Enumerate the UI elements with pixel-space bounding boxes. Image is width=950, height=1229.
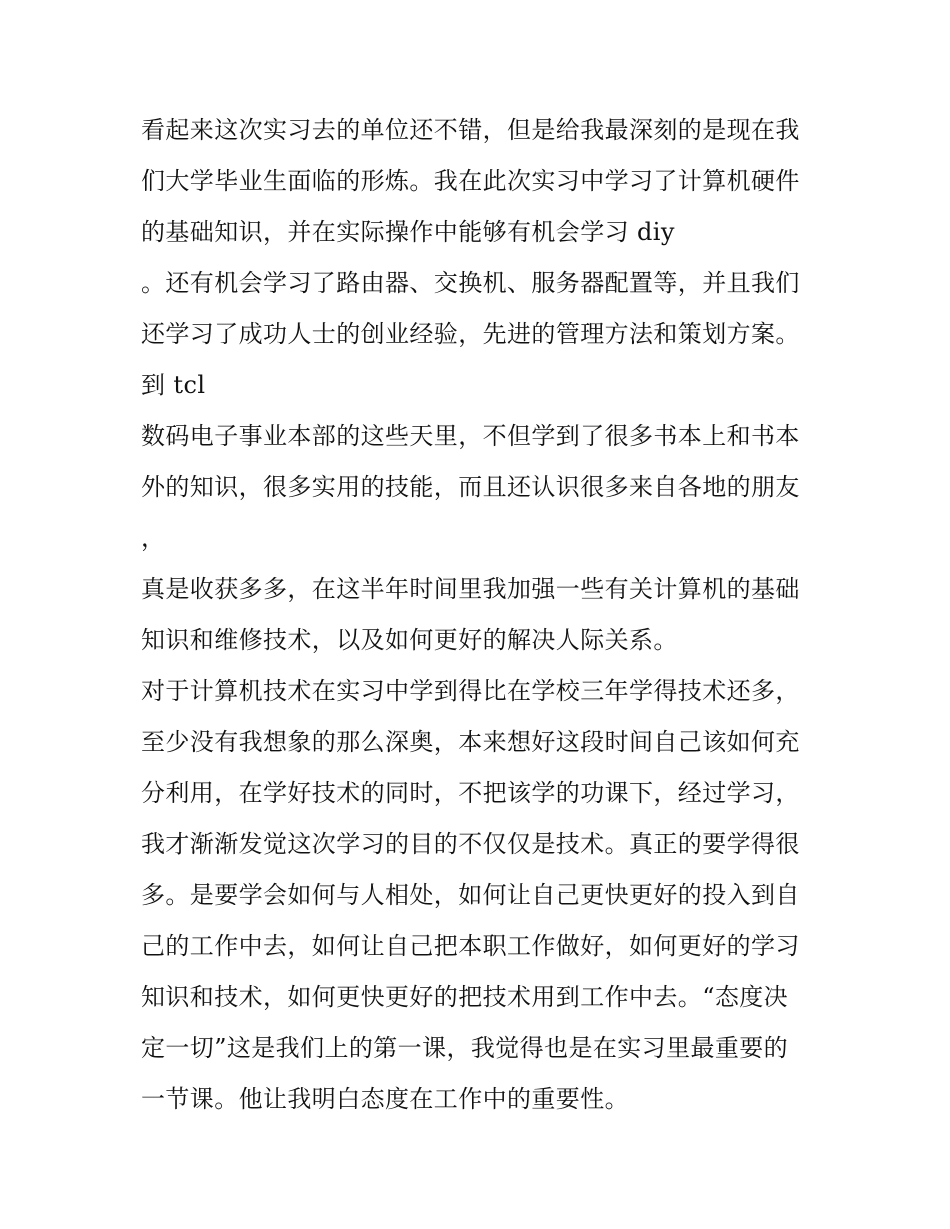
text-line: 对于计算机技术在实习中学到得比在学校三年学得技术还多， bbox=[141, 677, 800, 705]
text-line: 我才渐渐发觉这次学习的目的不仅仅是技术。真正的要学得很 bbox=[141, 830, 800, 858]
body-text bbox=[141, 108, 831, 1128]
text-line: ， bbox=[141, 524, 166, 552]
text-line: 定一切”这是我们上的第一课，我觉得也是在实习里最重要的 bbox=[141, 1034, 789, 1062]
text-line: 知识和技术，如何更快更好的把技术用到工作中去。“态度决 bbox=[141, 983, 789, 1011]
text-line: 多。是要学会如何与人相处，如何让自己更快更好的投入到自 bbox=[141, 881, 800, 909]
text-line: 至少没有我想象的那么深奥，本来想好这段时间自己该如何充 bbox=[141, 728, 800, 756]
text-line: 知识和维修技术，以及如何更好的解决人际关系。 bbox=[141, 626, 678, 654]
text-line: 外的知识，很多实用的技能，而且还认识很多来自各地的朋友 bbox=[141, 473, 800, 501]
text-line: 真是收获多多，在这半年时间里我加强一些有关计算机的基础 bbox=[141, 575, 800, 603]
text-line: 到 tcl bbox=[141, 371, 206, 399]
text-line: 。还有机会学习了路由器、交换机、服务器配置等，并且我们 bbox=[141, 269, 800, 297]
text-line: 一节课。他让我明白态度在工作中的重要性。 bbox=[141, 1085, 629, 1113]
text-line: 们大学毕业生面临的形炼。我在此次实习中学习了计算机硬件 bbox=[141, 167, 800, 195]
text-line: 看起来这次实习去的单位还不错，但是给我最深刻的是现在我 bbox=[141, 116, 800, 144]
text-line: 的基础知识，并在实际操作中能够有机会学习 diy bbox=[141, 218, 675, 246]
text-line: 还学习了成功人士的创业经验，先进的管理方法和策划方案。 bbox=[141, 320, 800, 348]
text-line: 己的工作中去，如何让自己把本职工作做好，如何更好的学习 bbox=[141, 932, 800, 960]
text-line: 分利用，在学好技术的同时，不把该学的功课下，经过学习， bbox=[141, 779, 800, 807]
text-line: 数码电子事业本部的这些天里，不但学到了很多书本上和书本 bbox=[141, 422, 800, 450]
